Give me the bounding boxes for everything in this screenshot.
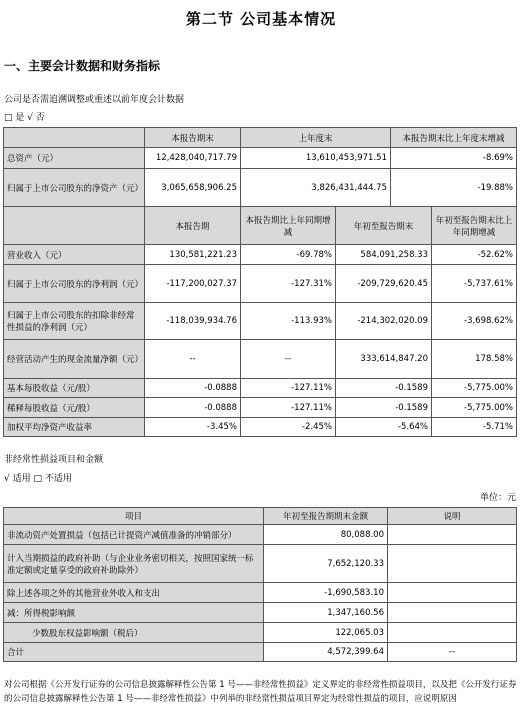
table-header-row: [4, 508, 517, 525]
cell-value: -5,737.61%: [432, 265, 517, 303]
cell-value: -1,690,583.10: [264, 583, 388, 603]
table-row: [4, 545, 517, 583]
cell-value: 13,610,453,971.51: [241, 148, 391, 169]
cell-value: -3,698.62%: [432, 303, 517, 340]
cell-value: 584,091,258.33: [336, 245, 432, 265]
header-cell: 本报告期比上年同期增减: [241, 207, 336, 245]
cell-value: -127.31%: [241, 265, 336, 303]
cell-value: -5.64%: [336, 418, 432, 437]
row-label: 稀释每股收益（元/股）: [4, 398, 145, 418]
cell-value: -8.69%: [391, 148, 517, 169]
row-label: 计入当期损益的政府补助（与企业业务密切相关，按照国家统一标准定额或定量享受的政府补助除外）: [4, 545, 264, 583]
cell-value: -2.45%: [241, 418, 336, 437]
table-row: [4, 303, 517, 340]
cell-value: -113.93%: [241, 303, 336, 340]
cell-value: -52.62%: [432, 245, 517, 265]
row-label: 基本每股收益（元/股）: [4, 379, 145, 398]
header-cell: 本报告期: [145, 207, 241, 245]
cell-value: --: [145, 340, 241, 379]
row-label: 合计: [4, 643, 264, 662]
cell-value: -127.11%: [241, 379, 336, 398]
table-row: [4, 148, 517, 169]
table-row: [4, 265, 517, 303]
cell-value: -214,302,020.09: [336, 303, 432, 340]
header-cell: [4, 128, 145, 148]
table-row: [4, 583, 517, 603]
nonrecurring-label: 非经常性损益项目和金额: [4, 455, 104, 465]
header-cell: [4, 207, 145, 245]
row-label: 减：所得税影响额: [4, 603, 264, 623]
header-cell: 年初至报告期期末金额: [264, 508, 388, 525]
cell-value: 3,065,658,906.25: [145, 169, 241, 207]
row-label: 非流动资产处置损益（包括已计提资产减值准备的冲销部分）: [4, 525, 264, 545]
cell-value: -0.1589: [336, 398, 432, 418]
table-row: [4, 340, 517, 379]
table-row: [4, 379, 517, 398]
cell-value: -117,200,027.37: [145, 265, 241, 303]
cell-value: [388, 623, 517, 643]
cell-value: 130,581,221.23: [145, 245, 241, 265]
cell-value: [388, 525, 517, 545]
table-row: [4, 418, 517, 437]
row-label: 总资产（元）: [4, 148, 145, 169]
cell-value: 3,826,431,444.75: [241, 169, 391, 207]
cell-value: -118,039,934.76: [145, 303, 241, 340]
cell-value: 12,428,040,717.79: [145, 148, 241, 169]
row-label: 归属于上市公司股东的扣除非经常性损益的净利润（元）: [4, 303, 145, 340]
row-label: 经营活动产生的现金流量净额（元）: [4, 340, 145, 379]
cell-value: -0.0888: [145, 398, 241, 418]
table-row: [4, 169, 517, 207]
row-label: 营业收入（元）: [4, 245, 145, 265]
section-heading: 一、主要会计数据和财务指标: [4, 59, 161, 73]
cell-value: -19.88%: [391, 169, 517, 207]
performance-table: [3, 206, 517, 437]
restate-answer: □ 是 √ 否: [4, 113, 45, 123]
cell-value: -69.78%: [241, 245, 336, 265]
row-label: 加权平均净资产收益率: [4, 418, 145, 437]
header-cell: 项目: [4, 508, 264, 525]
nonrecurring-answer: √ 适用 □ 不适用: [4, 474, 72, 484]
balance-table: [3, 127, 517, 207]
table-row: [4, 623, 517, 643]
page-title: 第二节 公司基本情况: [185, 10, 337, 28]
header-cell: 年初至报告期末比上年同期增减: [432, 207, 517, 245]
table-row: [4, 603, 517, 623]
header-cell: 上年度末: [241, 128, 391, 148]
cell-value: [388, 583, 517, 603]
cell-value: -5,775.00%: [432, 398, 517, 418]
table-row: [4, 245, 517, 265]
cell-value: 122,065.03: [264, 623, 388, 643]
row-label: 少数股东权益影响额（税后）: [4, 623, 264, 643]
cell-value: -3.45%: [145, 418, 241, 437]
row-label: 归属于上市公司股东的净利润（元）: [4, 265, 145, 303]
header-cell: 本报告期末比上年度末增减: [391, 128, 517, 148]
cell-value: 4,572,399.64: [264, 643, 388, 662]
cell-value: 178.58%: [432, 340, 517, 379]
nonrecurring-table: [3, 507, 517, 662]
table-row: [4, 525, 517, 545]
cell-value: -127.11%: [241, 398, 336, 418]
table-row: [4, 643, 517, 662]
table-header-row: [4, 207, 517, 245]
cell-value: -209,729,620.45: [336, 265, 432, 303]
header-cell: 说明: [388, 508, 517, 525]
cell-value: [388, 545, 517, 583]
cell-value: [388, 603, 517, 623]
cell-value: 7,652,120.33: [264, 545, 388, 583]
cell-value: 333,614,847.20: [336, 340, 432, 379]
cell-value: -0.1589: [336, 379, 432, 398]
cell-value: 1,347,160.56: [264, 603, 388, 623]
table-header-row: [4, 128, 517, 148]
cell-value: --: [241, 340, 336, 379]
restate-question: 公司是否需追溯调整或重述以前年度会计数据: [4, 95, 185, 105]
row-label: 归属于上市公司股东的净资产（元）: [4, 169, 145, 207]
cell-value: -0.0888: [145, 379, 241, 398]
footnote: 对公司根据《公开发行证券的公司信息披露解释性公告第 1 号——非经常性损益》定义界定的非经常性损益项目，以及把《公开发行证券的公司信息披露解释性公告第 1 号——非经常性损益》中列举的非经常性损益项目界定为经常性损益的项目，应说明原因: [4, 680, 517, 704]
header-cell: 本报告期末: [145, 128, 241, 148]
cell-value: --: [388, 643, 517, 662]
cell-value: -5.71%: [432, 418, 517, 437]
unit-label: 单位：元: [479, 493, 516, 503]
cell-value: 80,088.00: [264, 525, 388, 545]
cell-value: -5,775.00%: [432, 379, 517, 398]
row-label: 除上述各项之外的其他营业外收入和支出: [4, 583, 264, 603]
header-cell: 年初至报告期末: [336, 207, 432, 245]
table-row: [4, 398, 517, 418]
